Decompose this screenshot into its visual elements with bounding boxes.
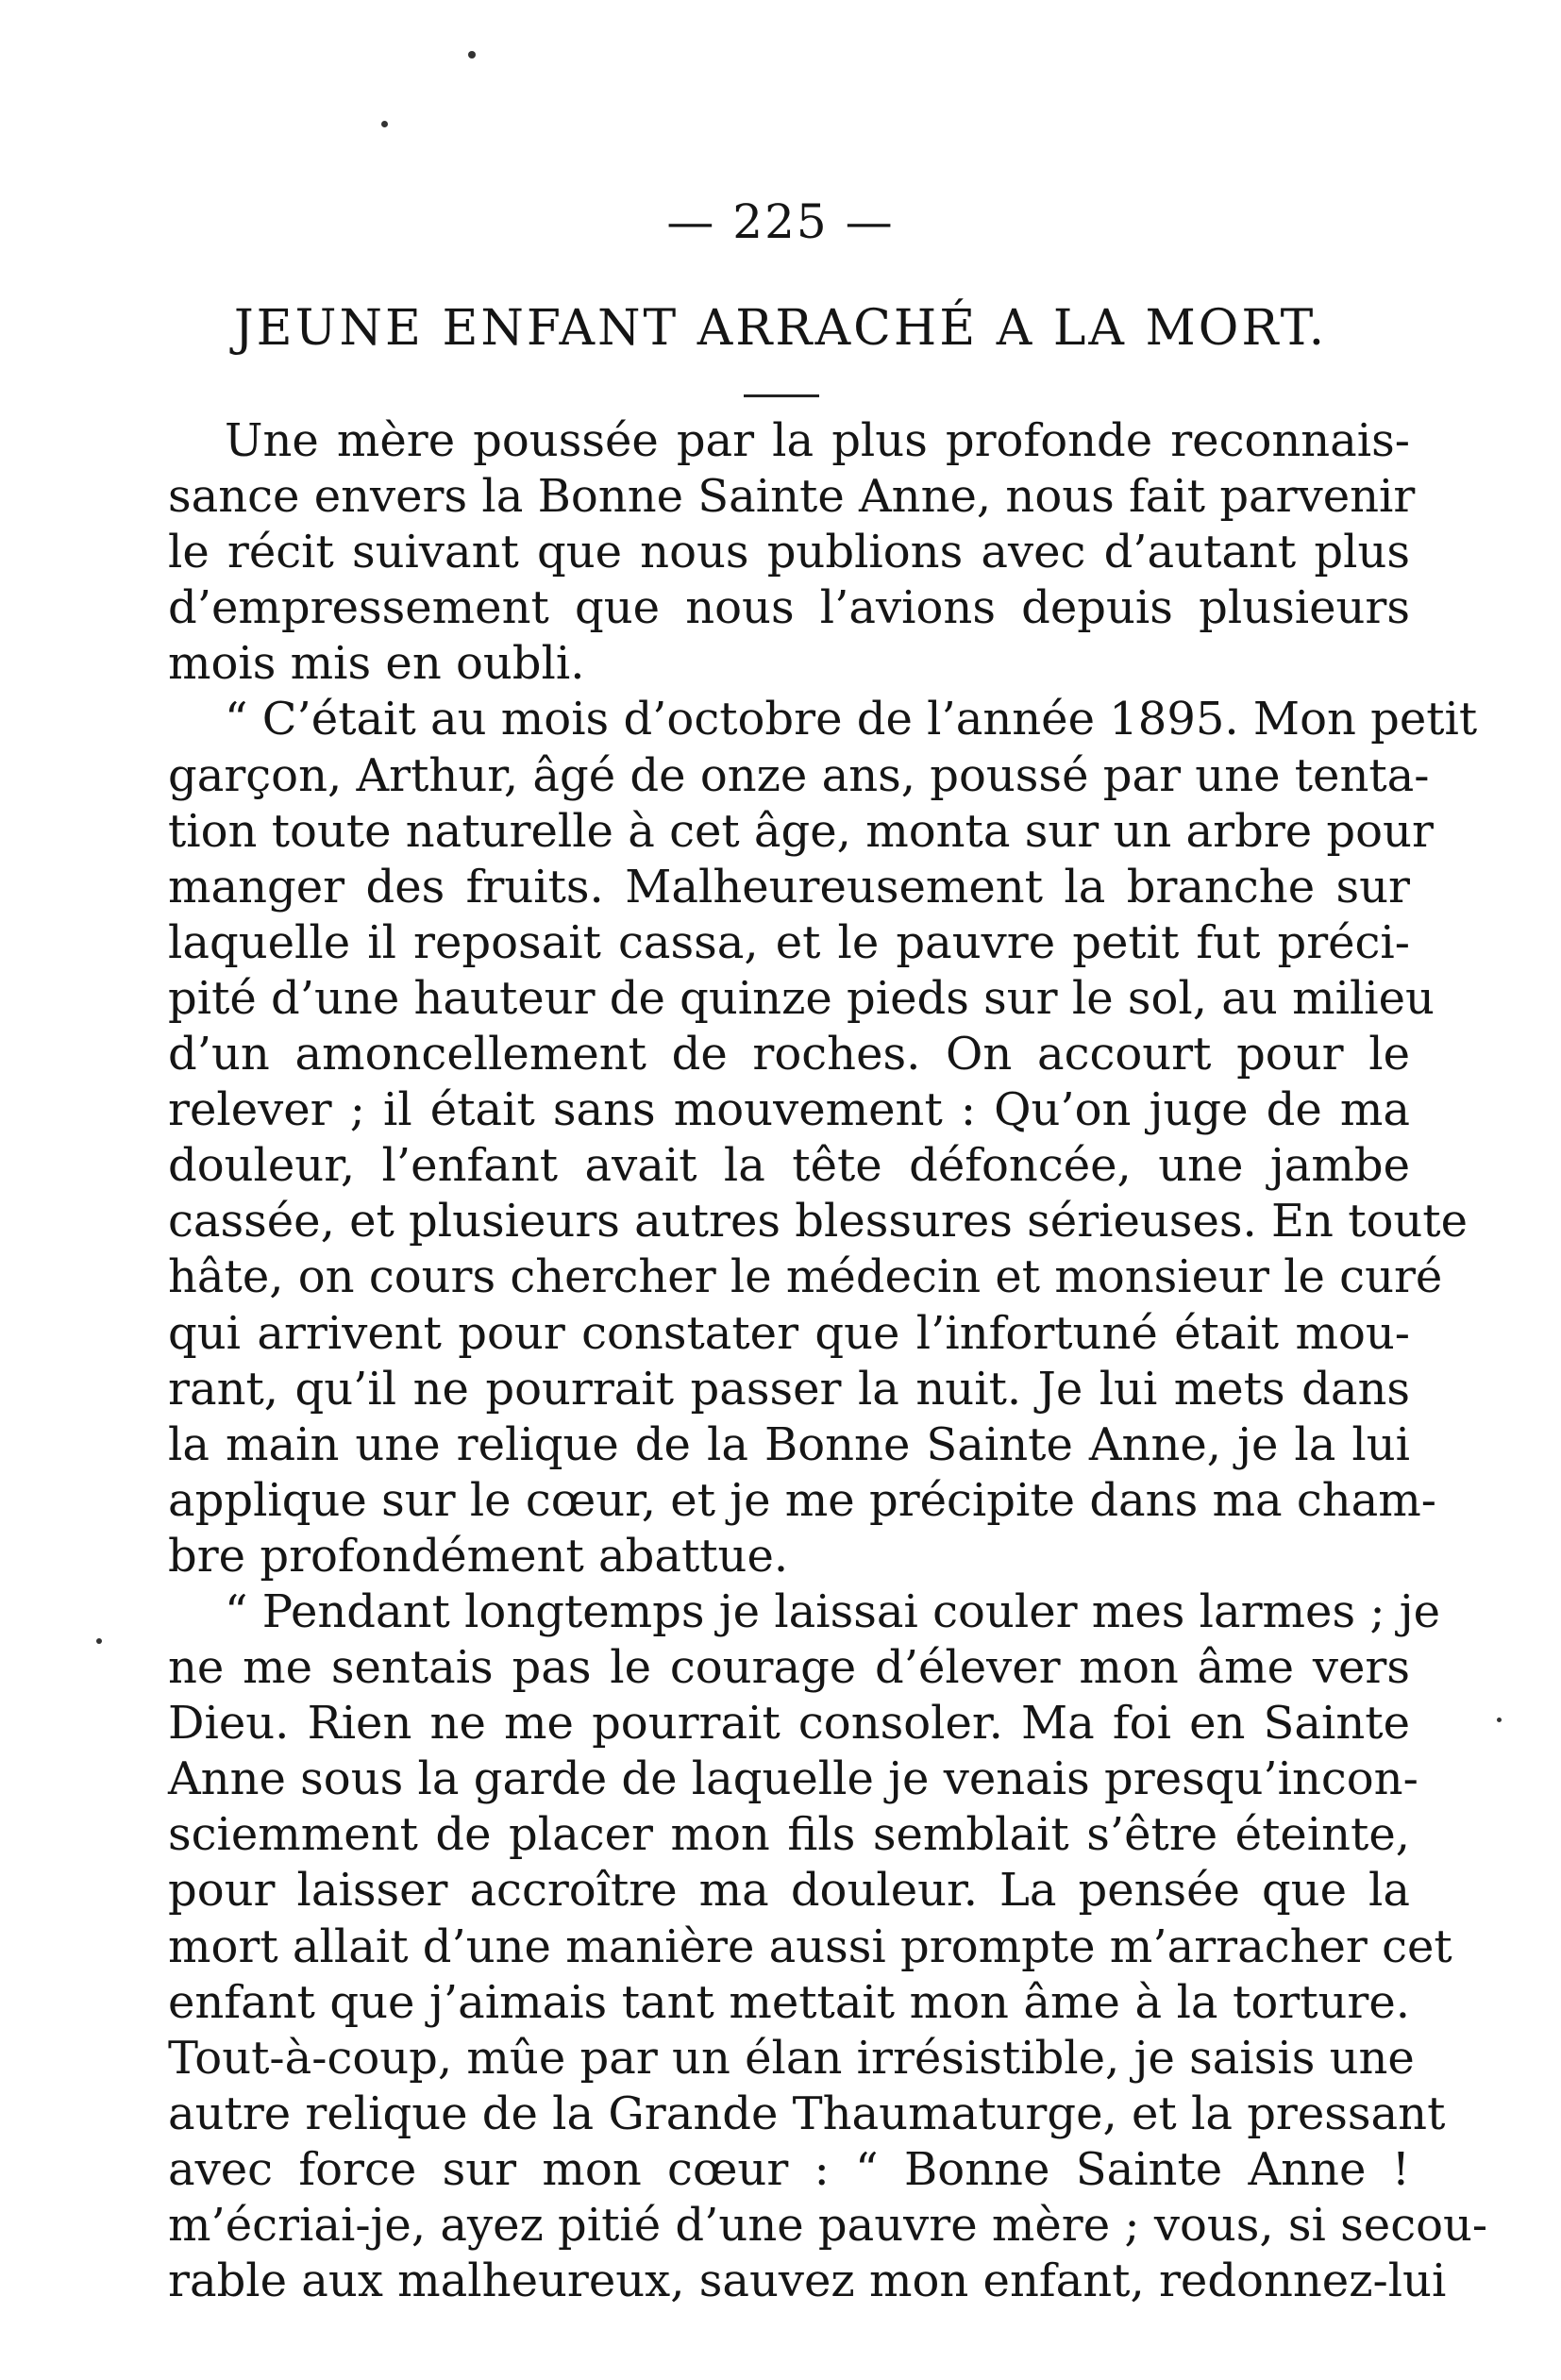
text-line: mois mis en oubli. [168, 637, 585, 691]
text-line: d’empressement que nous l’avions depuis plusieurs [168, 581, 1410, 635]
page-number: — 225 — [666, 194, 895, 249]
text-line: hâte, on cours chercher le médecin et monsieur le curé [168, 1250, 1443, 1304]
text-line: la main une relique de la Bonne Sainte Anne, je la lui [168, 1417, 1410, 1471]
text-line: relever ; il était sans mouvement : Qu’on juge de ma [168, 1083, 1410, 1137]
body-text [168, 413, 1488, 2309]
chapter-title: JEUNE ENFANT ARRACHÉ A LA MORT. [233, 300, 1328, 357]
text-line: rable aux malheureux, sauvez mon enfant, redonnez-lui [168, 2254, 1447, 2308]
text-line: sciemment de placer mon fils semblait s’être éteinte, [168, 1808, 1410, 1862]
text-line: applique sur le cœur, et je me précipite dans ma cham- [168, 1473, 1436, 1527]
print-speck [381, 121, 388, 127]
text-line: d’un amoncellement de roches. On accourt pour le [168, 1028, 1410, 1081]
paragraph [168, 692, 1478, 1584]
text-line: douleur, l’enfant avait la tête défoncée, une jambe [168, 1139, 1410, 1193]
text-line: mort allait d’une manière aussi prompte m’arracher cet [168, 1919, 1452, 1973]
text-line: Anne sous la garde de laquelle je venais presqu’incon- [168, 1752, 1418, 1806]
text-line: manger des fruits. Malheureusement la branche sur [168, 860, 1410, 913]
print-speck [96, 1638, 102, 1644]
text-line: “ Pendant longtemps je laissai couler mes larmes ; je [225, 1584, 1441, 1638]
text-line: tion toute naturelle à cet âge, monta sur un arbre pour [168, 804, 1434, 858]
print-speck [1497, 1718, 1502, 1722]
text-line: pité d’une hauteur de quinze pieds sur le sol, au milieu [168, 971, 1435, 1025]
text-line: qui arrivent pour constater que l’infortuné était mou- [168, 1306, 1410, 1360]
text-line: pour laisser accroître ma douleur. La pensée que la [168, 1864, 1410, 1918]
print-speck [468, 51, 476, 59]
text-line: Une mère poussée par la plus profonde reconnais- [225, 414, 1410, 467]
title-divider [744, 394, 819, 397]
text-line: cassée, et plusieurs autres blessures sérieuses. En toute [168, 1195, 1468, 1249]
text-line: rant, qu’il ne pourrait passer la nuit. Je lui mets dans [168, 1362, 1410, 1416]
paragraph [168, 1584, 1488, 2309]
paragraph [168, 413, 1416, 692]
text-line: enfant que j’aimais tant mettait mon âme à la torture. [168, 1975, 1410, 2029]
text-line: sance envers la Bonne Sainte Anne, nous fait parvenir [168, 470, 1416, 524]
text-line: Tout-à-coup, mûe par un élan irrésistible, je saisis une [168, 2031, 1415, 2085]
text-line: “ C’était au mois d’octobre de l’année 1895. Mon petit [225, 693, 1478, 746]
text-line: m’écriai-je, ayez pitié d’une pauvre mère ; vous, si secou- [168, 2199, 1488, 2252]
text-line: Dieu. Rien ne me pourrait consoler. Ma foi en Sainte [168, 1697, 1410, 1751]
text-line: avec force sur mon cœur : “ Bonne Sainte Anne ! [168, 2142, 1410, 2196]
text-line: ne me sentais pas le courage d’élever mon âme vers [168, 1641, 1410, 1695]
text-line: autre relique de la Grande Thaumaturge, et la pressant [168, 2087, 1446, 2140]
text-line: bre profondément abattue. [168, 1529, 789, 1583]
text-line: le récit suivant que nous publions avec d’autant plus [168, 526, 1410, 579]
text-line: laquelle il reposait cassa, et le pauvre petit fut préci- [168, 915, 1410, 969]
text-line: garçon, Arthur, âgé de onze ans, poussé par une tenta- [168, 748, 1430, 802]
